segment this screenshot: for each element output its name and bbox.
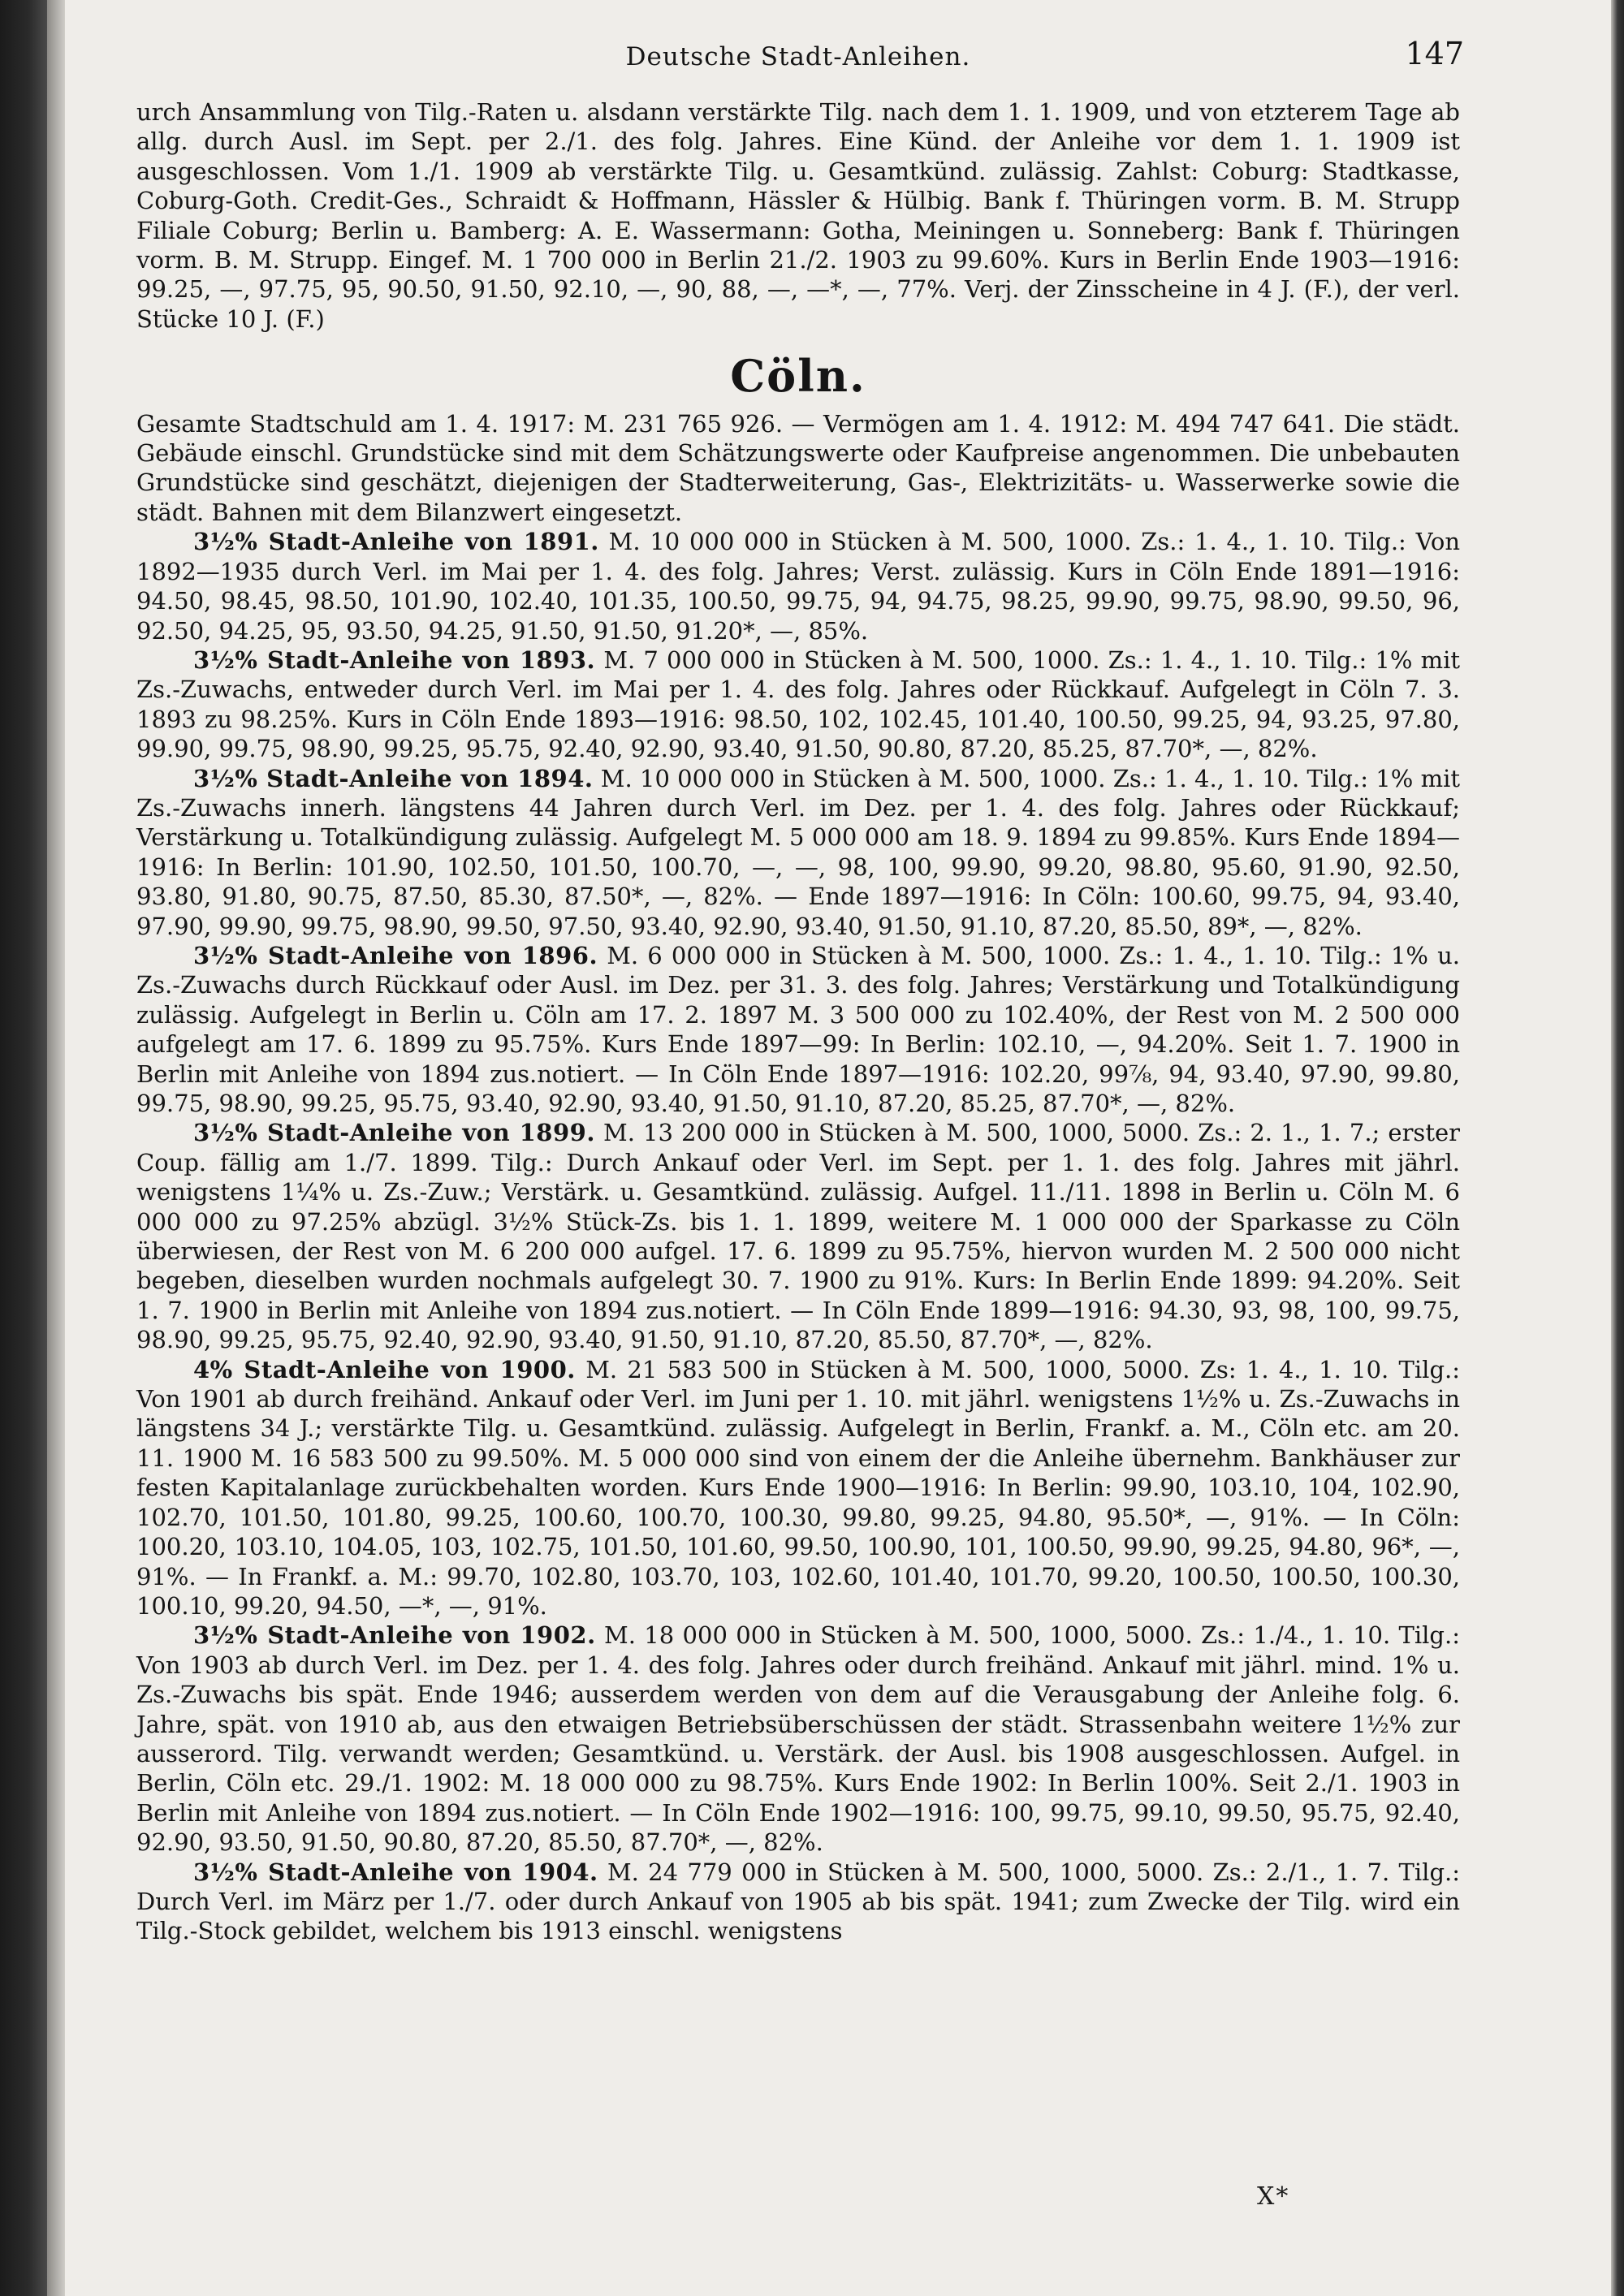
- book-page: [65, 0, 1611, 2296]
- loan-title: 3½% Stadt-Anleihe von 1896.: [193, 941, 598, 969]
- loan-entry-1894: [136, 764, 1460, 941]
- loan-text: M. 7 000 000 in Stücken à M. 500, 1000. Zs.: 1. 4., 1. 10. Tilg.: 1% mit Zs.-Zuwachs, entweder durch Verl. im Mai per 1. 4. des folg. Jahres oder Rückkauf. Aufgelegt in Cöln 7. 3. 1893 zu 98.25%. Kurs in Cöln Ende 1893—1916: 98.50, 102, 102.45, 101.40, 100.50, 99.25, 94, 93.25, 97.80, 99.90, 99.75, 98.90, 99.25, 95.75, 92.40, 92.90, 93.40, 91.50, 90.80, 87.20, 85.25, 87.70*, —, 82%.: [136, 645, 1460, 763]
- page-content: [136, 36, 1464, 1946]
- loan-title: 4% Stadt-Anleihe von 1900.: [193, 1355, 576, 1383]
- loan-entry-1899: [136, 1118, 1460, 1354]
- loan-title: 3½% Stadt-Anleihe von 1893.: [193, 645, 596, 674]
- loan-title: 3½% Stadt-Anleihe von 1891.: [193, 528, 599, 556]
- book-spine-left: [0, 0, 47, 2296]
- book-edge-right: [1611, 0, 1624, 2296]
- loan-text: M. 10 000 000 in Stücken à M. 500, 1000. Zs.: 1. 4., 1. 10. Tilg.: Von 1892—1935 durch Verl. im Mai per 1. 4. des folg. Jahres; Verst. zulässig. Kurs in Cöln Ende 1891—1916: 94.50, 98.45, 98.50, 101.90, 102.40, 101.35, 100.50, 99.75, 94, 94.75, 98.25, 99.90, 99.75, 98.90, 99.50, 96, 92.50, 94.25, 95, 93.50, 94.25, 91.50, 91.50, 91.20*, —, 85%.: [136, 528, 1460, 645]
- loan-entry-1891: [136, 527, 1460, 645]
- loan-text: M. 6 000 000 in Stücken à M. 500, 1000. Zs.: 1. 4., 1. 10. Tilg.: 1% u. Zs.-Zuwachs durch Rückkauf oder Ausl. im Dez. per 31. 3. des folg. Jahres; Verstärkung und Totalkündigung zulässig. Aufgelegt in Berlin u. Cöln am 17. 2. 1897 M. 3 500 000 zu 102.40%, der Rest von M. 2 500 000 aufgelegt am 17. 6. 1899 zu 95.75%. Kurs Ende 1897—99: In Berlin: 102.10, —, 94.20%. Seit 1. 7. 1900 in Berlin mit Anleihe von 1894 zus.notiert. — In Cöln Ende 1897—1916: 102.20, 99⅞, 94, 93.40, 97.90, 99.80, 99.75, 98.90, 99.25, 95.75, 93.40, 92.90, 93.40, 91.50, 91.10, 87.20, 85.25, 87.70*, —, 82%.: [136, 941, 1461, 1117]
- loan-entry-1896: [136, 941, 1460, 1118]
- running-title: Deutsche Stadt-Anleihen.: [625, 42, 971, 71]
- city-overview: Gesamte Stadtschuld am 1. 4. 1917: M. 231 765 926. — Vermögen am 1. 4. 1912: M. 494 747 641. Die städt. Gebäude einschl. Grundstücke sind mit dem Schätzungswerte oder Kaufpreise angenommen. Die unbebauten Grundstücke sind geschätzt, diejenigen der Stadterweiterung, Gas-, Elektrizitäts- u. Wasserwerke sowie die städt. Bahnen mit dem Bilanzwert eingesetzt.: [136, 409, 1460, 526]
- loan-text: M. 24 779 000 in Stücken à M. 500, 1000, 5000. Zs.: 2./1., 1. 7. Tilg.: Durch Verl. im März per 1./7. oder durch Ankauf von 1905 ab bis spät. 1941; zum Zwecke der Tilg. wird ein Tilg.-Stock gebildet, welchem bis 1913 einschl. wenigstens: [136, 1858, 1460, 1945]
- loan-title: 3½% Stadt-Anleihe von 1904.: [193, 1858, 598, 1886]
- page-number: 147: [1405, 36, 1464, 71]
- loan-title: 3½% Stadt-Anleihe von 1902.: [193, 1621, 596, 1650]
- running-header: [136, 36, 1464, 81]
- loan-text: M. 13 200 000 in Stücken à M. 500, 1000, 5000. Zs.: 2. 1., 1. 7.; erster Coup. fällig am 1./7. 1899. Tilg.: Durch Ankauf oder Verl. im Sept. per 1. 1. des folg. Jahres mit jährl. wenigstens 1¼% u. Zs.-Zuw.; Verstärk. u. Gesamtkünd. zulässig. Aufgel. 11./11. 1898 in Berlin u. Cöln M. 6 000 000 zu 97.25% abzügl. 3½% Stück-Zs. bis 1. 1. 1899, weitere M. 1 000 000 der Sparkasse zu Cöln überwiesen, der Rest von M. 6 200 000 aufgel. 17. 6. 1899 zu 95.75%, hiervon wurden M. 2 500 000 nicht begeben, dieselben wurden nochmals aufgelegt 30. 7. 1900 zu 91%. Kurs: In Berlin Ende 1899: 94.20%. Seit 1. 7. 1900 in Berlin mit Anleihe von 1894 zus.notiert. — In Cöln Ende 1899—1916: 94.30, 93, 98, 100, 99.75, 98.90, 99.25, 95.75, 92.40, 92.90, 93.40, 91.50, 91.10, 87.20, 85.50, 87.70*, —, 82%.: [136, 1119, 1460, 1354]
- loan-entry-1900: [136, 1355, 1460, 1621]
- signature-mark: X*: [1257, 2182, 1290, 2211]
- loan-entry-1902: [136, 1621, 1460, 1857]
- loan-text: M. 10 000 000 in Stücken à M. 500, 1000. Zs.: 1. 4., 1. 10. Tilg.: 1% mit Zs.-Zuwachs innerh. längstens 44 Jahren durch Verl. im Dez. per 1. 4. des folg. Jahres oder Rückkauf; Verstärkung u. Totalkündigung zulässig. Aufgelegt M. 5 000 000 am 18. 9. 1894 zu 99.85%. Kurs Ende 1894—1916: In Berlin: 101.90, 102.50, 101.50, 100.70, —, —, 98, 100, 99.90, 99.20, 98.80, 95.60, 91.90, 92.50, 93.80, 91.80, 90.75, 87.50, 85.30, 87.50*, —, 82%. — Ende 1897—1916: In Cöln: 100.60, 99.75, 94, 93.40, 97.90, 99.90, 99.75, 98.90, 99.50, 97.50, 93.40, 92.90, 93.40, 91.50, 91.10, 87.20, 85.50, 89*, —, 82%.: [136, 764, 1460, 940]
- loan-title: 3½% Stadt-Anleihe von 1894.: [193, 764, 594, 792]
- loan-entry-1904: [136, 1858, 1460, 1946]
- loan-text: M. 21 583 500 in Stücken à M. 500, 1000, 5000. Zs: 1. 4., 1. 10. Tilg.: Von 1901 ab durch freihänd. Ankauf oder Verl. im Juni per 1. 10. mit jährl. wenigstens 1½% u. Zs.-Zuwachs in längstens 34 J.; verstärkte Tilg. u. Gesamtkünd. zulässig. Aufgelegt in Berlin, Frankf. a. M., Cöln etc. am 20. 11. 1900 M. 16 583 500 zu 99.50%. M. 5 000 000 sind von einem der die Anleihe übernehm. Bankhäuser zur festen Kapitalanlage zurückbehalten worden. Kurs Ende 1900—1916: In Berlin: 99.90, 103.10, 104, 102.90, 102.70, 101.50, 101.80, 99.25, 100.60, 100.70, 100.30, 99.80, 99.25, 94.80, 95.50*, —, 91%. — In Cöln: 100.20, 103.10, 104.05, 103, 102.75, 101.50, 101.60, 99.50, 100.90, 101, 100.50, 99.90, 99.25, 94.80, 96*, —, 91%. — In Frankf. a. M.: 99.70, 102.80, 103.70, 103, 102.60, 101.40, 101.70, 99.20, 100.50, 100.50, 100.30, 100.10, 99.20, 94.50, —*, —, 91%.: [136, 1355, 1460, 1620]
- loan-title: 3½% Stadt-Anleihe von 1899.: [193, 1119, 595, 1147]
- loan-entry-1893: [136, 645, 1460, 764]
- loan-text: M. 18 000 000 in Stücken à M. 500, 1000, 5000. Zs.: 1./4., 1. 10. Tilg.: Von 1903 ab durch Verl. im Dez. per 1. 4. des folg. Jahres oder durch freihänd. Ankauf mit jährl. mind. 1% u. Zs.-Zuwachs bis spät. Ende 1946; ausserdem werden von dem auf die Verausgabung der Anleihe folg. 6. Jahre, spät. von 1910 ab, aus den etwaigen Betriebsüberschüssen der städt. Strassenbahn weitere 1½% zur ausserord. Tilg. verwandt werden; Gesamtkünd. u. Verstärk. der Ausl. bis 1908 ausgeschlossen. Aufgel. in Berlin, Cöln etc. 29./1. 1902: M. 18 000 000 zu 98.75%. Kurs Ende 1902: In Berlin 100%. Seit 2./1. 1903 in Berlin mit Anleihe von 1894 zus.notiert. — In Cöln Ende 1902—1916: 100, 99.75, 99.10, 99.50, 95.75, 92.40, 92.90, 93.50, 91.50, 90.80, 87.20, 85.50, 87.70*, —, 82%.: [136, 1621, 1460, 1857]
- continuation-paragraph: urch Ansammlung von Tilg.-Raten u. alsdann verstärkte Tilg. nach dem 1. 1. 1909, und von etzterem Tage ab allg. durch Ausl. im Sept. per 2./1. des folg. Jahres. Eine Künd. der Anleihe vor dem 1. 1. 1909 ist ausgeschlossen. Vom 1./1. 1909 ab verstärkte Tilg. u. Gesamtkünd. zulässig. Zahlst: Coburg: Stadtkasse, Coburg-Goth. Credit-Ges., Schraidt & Hoffmann, Hässler & Hülbig. Bank f. Thüringen vorm. B. M. Strupp Filiale Coburg; Berlin u. Bamberg: A. E. Wassermann: Gotha, Meiningen u. Sonneberg: Bank f. Thüringen vorm. B. M. Strupp. Eingef. M. 1 700 000 in Berlin 21./2. 1903 zu 99.60%. Kurs in Berlin Ende 1903—1916: 99.25, —, 97.75, 95, 90.50, 91.50, 92.10, —, 90, 88, —, —*, —, 77%. Verj. der Zinsscheine in 4 J. (F.), der verl. Stücke 10 J. (F.): [136, 98, 1460, 333]
- city-heading: Cöln.: [730, 350, 866, 403]
